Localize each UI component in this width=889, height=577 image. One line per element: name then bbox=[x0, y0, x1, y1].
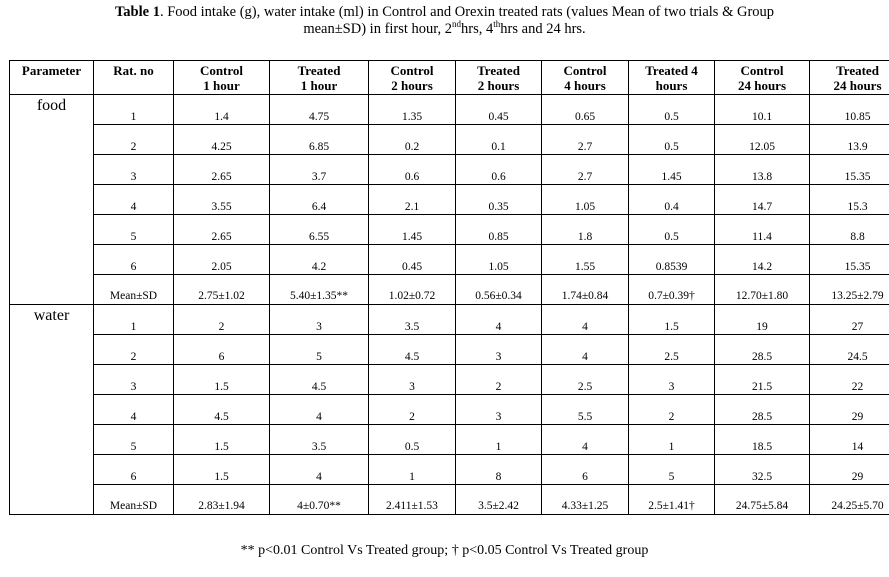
value-cell: 6 bbox=[174, 335, 270, 365]
rat-number-cell: 5 bbox=[94, 215, 174, 245]
mean-value-cell: 2.5±1.41† bbox=[629, 485, 715, 515]
column-header bbox=[456, 61, 542, 95]
column-header-line: 1 hour bbox=[203, 78, 240, 93]
value-cell: 0.8539 bbox=[629, 245, 715, 275]
value-cell: 4.5 bbox=[174, 395, 270, 425]
mean-label-cell: Mean±SD bbox=[94, 275, 174, 305]
rat-number-cell: 6 bbox=[94, 245, 174, 275]
mean-value-cell: 2.83±1.94 bbox=[174, 485, 270, 515]
value-cell: 4 bbox=[456, 305, 542, 335]
value-cell: 4.2 bbox=[270, 245, 369, 275]
table-row bbox=[10, 425, 889, 455]
value-cell: 0.45 bbox=[456, 95, 542, 125]
value-cell: 3.5 bbox=[270, 425, 369, 455]
value-cell: 0.5 bbox=[629, 215, 715, 245]
value-cell: 1.05 bbox=[456, 245, 542, 275]
value-cell: 13.9 bbox=[810, 125, 889, 155]
value-cell: 1.35 bbox=[369, 95, 456, 125]
value-cell: 3 bbox=[270, 305, 369, 335]
value-cell: 6.85 bbox=[270, 125, 369, 155]
value-cell: 28.5 bbox=[715, 335, 810, 365]
column-header-line: 24 hours bbox=[833, 78, 882, 93]
column-header bbox=[542, 61, 629, 95]
table-row bbox=[10, 185, 889, 215]
parameter-cell: water bbox=[10, 305, 94, 515]
value-cell: 1.05 bbox=[542, 185, 629, 215]
mean-value-cell: 24.25±5.70 bbox=[810, 485, 889, 515]
mean-value-cell: 5.40±1.35** bbox=[270, 275, 369, 305]
value-cell: 2.1 bbox=[369, 185, 456, 215]
data-table bbox=[9, 60, 889, 515]
value-cell: 0.85 bbox=[456, 215, 542, 245]
value-cell: 18.5 bbox=[715, 425, 810, 455]
rat-number-cell: 1 bbox=[94, 305, 174, 335]
value-cell: 2.5 bbox=[542, 365, 629, 395]
value-cell: 24.5 bbox=[810, 335, 889, 365]
value-cell: 4 bbox=[542, 335, 629, 365]
caption-text-d: hrs and 24 hrs. bbox=[500, 21, 586, 37]
mean-value-cell: 1.02±0.72 bbox=[369, 275, 456, 305]
rat-number-cell: 4 bbox=[94, 395, 174, 425]
rat-number-cell: 4 bbox=[94, 185, 174, 215]
rat-number-cell: 3 bbox=[94, 365, 174, 395]
value-cell: 0.1 bbox=[456, 125, 542, 155]
column-header-line: Treated bbox=[297, 63, 341, 78]
value-cell: 6 bbox=[542, 455, 629, 485]
column-header bbox=[369, 61, 456, 95]
value-cell: 1 bbox=[629, 425, 715, 455]
value-cell: 29 bbox=[810, 395, 889, 425]
caption-sup-1: nd bbox=[452, 19, 462, 30]
column-header bbox=[10, 61, 94, 95]
mean-value-cell: 4.33±1.25 bbox=[542, 485, 629, 515]
value-cell: 4.75 bbox=[270, 95, 369, 125]
value-cell: 14.2 bbox=[715, 245, 810, 275]
parameter-cell: food bbox=[10, 95, 94, 305]
table-row bbox=[10, 95, 889, 125]
value-cell: 2.05 bbox=[174, 245, 270, 275]
value-cell: 4.5 bbox=[369, 335, 456, 365]
column-header-line: 24 hours bbox=[737, 78, 787, 93]
value-cell: 13.8 bbox=[715, 155, 810, 185]
value-cell: 14.7 bbox=[715, 185, 810, 215]
caption-text-c: hrs, 4 bbox=[461, 21, 494, 37]
value-cell: 4 bbox=[542, 305, 629, 335]
value-cell: 1.5 bbox=[174, 365, 270, 395]
value-cell: 1.8 bbox=[542, 215, 629, 245]
value-cell: 4 bbox=[270, 455, 369, 485]
value-cell: 10.85 bbox=[810, 95, 889, 125]
value-cell: 22 bbox=[810, 365, 889, 395]
value-cell: 12.05 bbox=[715, 125, 810, 155]
value-cell: 32.5 bbox=[715, 455, 810, 485]
table-row bbox=[10, 395, 889, 425]
value-cell: 2.65 bbox=[174, 215, 270, 245]
column-header-line: Parameter bbox=[21, 63, 82, 78]
value-cell: 15.35 bbox=[810, 155, 889, 185]
column-header bbox=[810, 61, 889, 95]
value-cell: 4.5 bbox=[270, 365, 369, 395]
table-row bbox=[10, 125, 889, 155]
value-cell: 15.3 bbox=[810, 185, 889, 215]
value-cell: 1.5 bbox=[174, 425, 270, 455]
column-header-line: Control bbox=[563, 63, 607, 78]
value-cell: 2.5 bbox=[629, 335, 715, 365]
value-cell: 28.5 bbox=[715, 395, 810, 425]
value-cell: 1.5 bbox=[629, 305, 715, 335]
caption-text-a: . Food intake (g), water intake (ml) in Control and Orexin treated rats (values Mean of two trials & Group bbox=[159, 4, 775, 20]
table-row bbox=[10, 155, 889, 185]
mean-value-cell: 1.74±0.84 bbox=[542, 275, 629, 305]
column-header bbox=[174, 61, 270, 95]
header-row bbox=[10, 61, 889, 95]
rat-number-cell: 1 bbox=[94, 95, 174, 125]
column-header-line: Control bbox=[199, 63, 244, 78]
column-header-line: Rat. no bbox=[113, 63, 154, 78]
table-row bbox=[10, 305, 889, 335]
value-cell: 0.5 bbox=[629, 125, 715, 155]
table-row bbox=[10, 365, 889, 395]
caption-label: Table 1 bbox=[114, 4, 160, 20]
caption-sup-2: th bbox=[493, 19, 501, 30]
column-header-line: 1 hour bbox=[300, 78, 338, 93]
value-cell: 19 bbox=[715, 305, 810, 335]
column-header-line: Treated 4 bbox=[645, 63, 698, 78]
value-cell: 10.1 bbox=[715, 95, 810, 125]
value-cell: 0.6 bbox=[456, 155, 542, 185]
value-cell: 8.8 bbox=[810, 215, 889, 245]
value-cell: 3.55 bbox=[174, 185, 270, 215]
value-cell: 3 bbox=[456, 395, 542, 425]
column-header-line: 4 hours bbox=[564, 78, 606, 93]
mean-value-cell: 4±0.70** bbox=[270, 485, 369, 515]
value-cell: 0.45 bbox=[369, 245, 456, 275]
value-cell: 1.5 bbox=[174, 455, 270, 485]
rat-number-cell: 6 bbox=[94, 455, 174, 485]
column-header-line: Treated bbox=[477, 63, 520, 78]
value-cell: 4.25 bbox=[174, 125, 270, 155]
column-header-line: hours bbox=[655, 78, 688, 93]
value-cell: 2 bbox=[629, 395, 715, 425]
column-header bbox=[94, 61, 174, 95]
value-cell: 0.35 bbox=[456, 185, 542, 215]
value-cell: 3 bbox=[456, 335, 542, 365]
value-cell: 5 bbox=[270, 335, 369, 365]
value-cell: 0.5 bbox=[369, 425, 456, 455]
value-cell: 2 bbox=[456, 365, 542, 395]
value-cell: 0.6 bbox=[369, 155, 456, 185]
value-cell: 2 bbox=[369, 395, 456, 425]
mean-value-cell: 2.75±1.02 bbox=[174, 275, 270, 305]
mean-value-cell: 3.5±2.42 bbox=[456, 485, 542, 515]
value-cell: 6.4 bbox=[270, 185, 369, 215]
value-cell: 14 bbox=[810, 425, 889, 455]
value-cell: 8 bbox=[456, 455, 542, 485]
value-cell: 5.5 bbox=[542, 395, 629, 425]
value-cell: 0.5 bbox=[629, 95, 715, 125]
value-cell: 3.5 bbox=[369, 305, 456, 335]
mean-row bbox=[10, 485, 889, 515]
value-cell: 2 bbox=[174, 305, 270, 335]
table-caption bbox=[0, 4, 889, 38]
column-header-line: 2 hours bbox=[391, 78, 433, 93]
mean-row bbox=[10, 275, 889, 305]
table-row bbox=[10, 335, 889, 365]
mean-value-cell: 0.56±0.34 bbox=[456, 275, 542, 305]
value-cell: 1.4 bbox=[174, 95, 270, 125]
column-header bbox=[715, 61, 810, 95]
value-cell: 1.55 bbox=[542, 245, 629, 275]
rat-number-cell: 5 bbox=[94, 425, 174, 455]
value-cell: 0.65 bbox=[542, 95, 629, 125]
value-cell: 2.65 bbox=[174, 155, 270, 185]
table-row bbox=[10, 245, 889, 275]
value-cell: 29 bbox=[810, 455, 889, 485]
caption-line-1 bbox=[0, 4, 889, 21]
value-cell: 3.7 bbox=[270, 155, 369, 185]
value-cell: 6.55 bbox=[270, 215, 369, 245]
table-row bbox=[10, 215, 889, 245]
column-header bbox=[629, 61, 715, 95]
value-cell: 1.45 bbox=[369, 215, 456, 245]
value-cell: 3 bbox=[369, 365, 456, 395]
mean-value-cell: 13.25±2.79 bbox=[810, 275, 889, 305]
table-row bbox=[10, 455, 889, 485]
column-header-line: Control bbox=[390, 63, 434, 78]
value-cell: 2.7 bbox=[542, 125, 629, 155]
caption-text-b: mean±SD) in first hour, 2 bbox=[303, 21, 453, 37]
value-cell: 3 bbox=[629, 365, 715, 395]
value-cell: 11.4 bbox=[715, 215, 810, 245]
value-cell: 27 bbox=[810, 305, 889, 335]
value-cell: 1 bbox=[369, 455, 456, 485]
mean-label-cell: Mean±SD bbox=[94, 485, 174, 515]
value-cell: 0.2 bbox=[369, 125, 456, 155]
value-cell: 1.45 bbox=[629, 155, 715, 185]
value-cell: 5 bbox=[629, 455, 715, 485]
column-header-line: 2 hours bbox=[477, 78, 520, 93]
caption-line-2 bbox=[0, 21, 889, 38]
value-cell: 1 bbox=[456, 425, 542, 455]
column-header bbox=[270, 61, 369, 95]
column-header-line: Treated bbox=[836, 63, 879, 78]
value-cell: 4 bbox=[542, 425, 629, 455]
value-cell: 21.5 bbox=[715, 365, 810, 395]
rat-number-cell: 2 bbox=[94, 125, 174, 155]
mean-value-cell: 2.411±1.53 bbox=[369, 485, 456, 515]
mean-value-cell: 12.70±1.80 bbox=[715, 275, 810, 305]
mean-value-cell: 0.7±0.39† bbox=[629, 275, 715, 305]
rat-number-cell: 3 bbox=[94, 155, 174, 185]
rat-number-cell: 2 bbox=[94, 335, 174, 365]
column-header-line: Control bbox=[740, 63, 784, 78]
value-cell: 4 bbox=[270, 395, 369, 425]
value-cell: 15.35 bbox=[810, 245, 889, 275]
mean-value-cell: 24.75±5.84 bbox=[715, 485, 810, 515]
value-cell: 2.7 bbox=[542, 155, 629, 185]
footnote: ** p<0.01 Control Vs Treated group; † p<0.05 Control Vs Treated group bbox=[240, 543, 649, 558]
value-cell: 0.4 bbox=[629, 185, 715, 215]
